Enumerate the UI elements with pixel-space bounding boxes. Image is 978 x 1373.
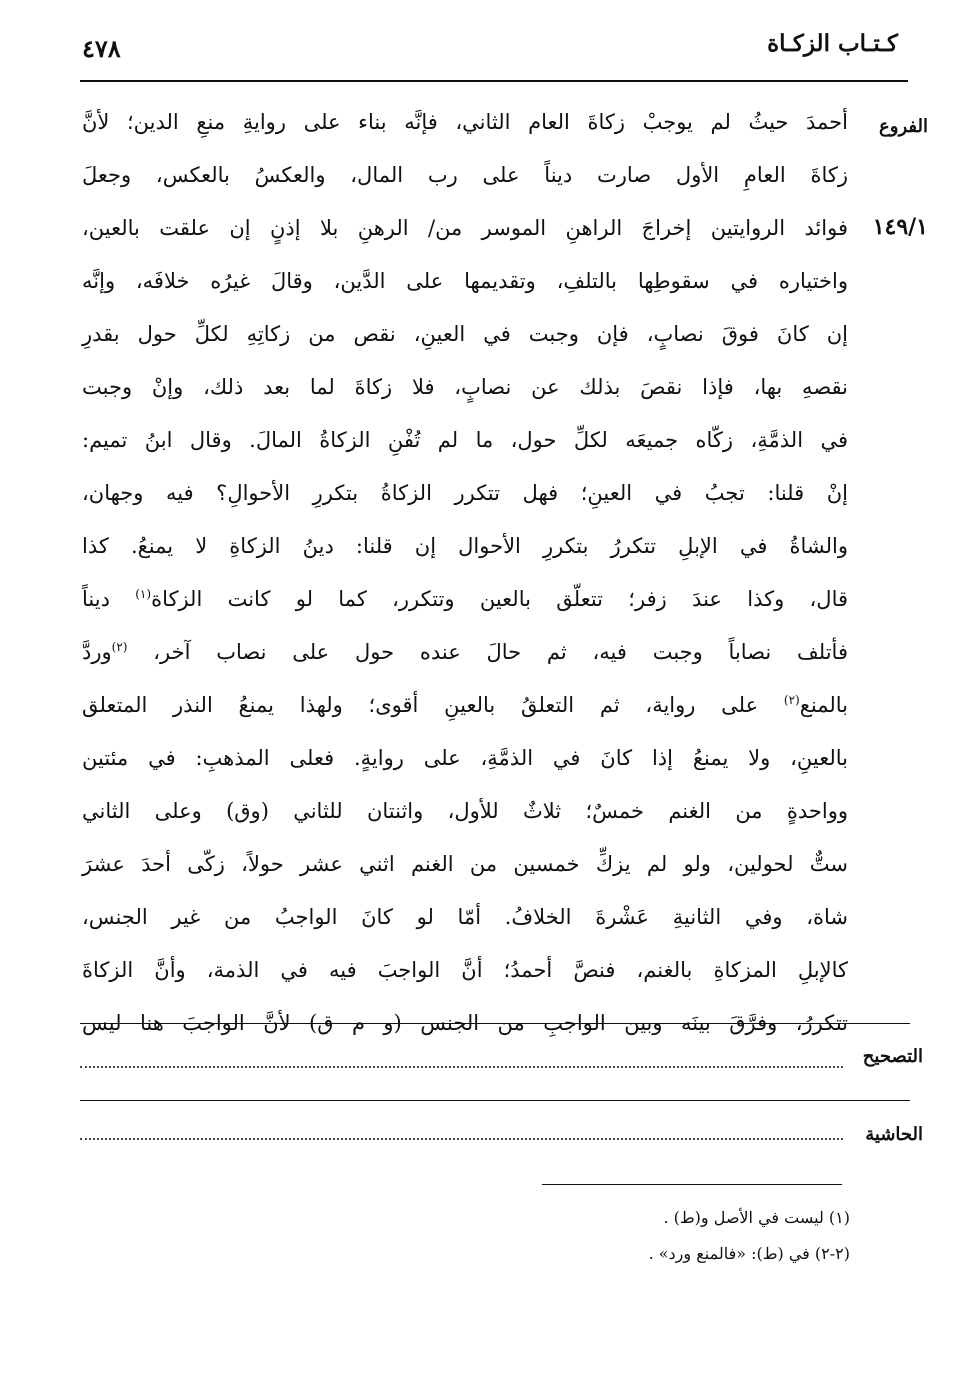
correction-label: التصحيح	[862, 1046, 923, 1067]
text-line: وواحدةٍ من الغنم خمسٌ؛ ثلاثٌ للأول، واثنتان للثاني (وق) وعلى الثاني	[82, 799, 848, 823]
footnote-marker: (٢)	[111, 640, 128, 654]
divider-line	[80, 1100, 910, 1101]
margin-note-label: الحاشية	[865, 1124, 923, 1145]
margin-volume-page-ref: ١٤٩/١	[872, 214, 928, 240]
text-line: أحمدَ حيثُ لم يوجبْ زكاةَ العام الثاني، فإنَّه بناء على روايةِ منعِ الدين؛ لأنَّ	[82, 110, 848, 134]
running-header-title: كـتـاب الزكـاة	[767, 30, 898, 57]
correction-dotted-line	[80, 1066, 843, 1068]
text-line: في الذمَّةِ، زكّاه جميعَه لكلِّ حول، ما لم تُفْنِ الزكاةُ المالَ. وقال ابنُ تميم:	[82, 428, 848, 452]
page-number: ٤٧٨	[82, 34, 121, 63]
text-line: قال، وكذا عندَ زفر؛ تتعلّق بالعين وتتكرر، كما لو كانت الزكاة$^{(١)}$ ديناً	[82, 587, 849, 611]
text-line: تتكررُ، وفرَّقَ بينَه وبين الواجبِ من الجنس (و م ق) لأنَّ الواجبَ هنا ليس	[82, 1011, 848, 1035]
text-line: إن كانَ فوقَ نصابٍ، فإن وجبت في العينِ، نقص من زكاتِهِ لكلِّ حول بقدرِ	[82, 322, 848, 346]
text-line: كالإبلِ المزكاةِ بالغنم، فنصَّ أحمدُ؛ أنَّ الواجبَ فيه في الذمة، وأنَّ الزكاةَ	[82, 958, 848, 982]
text-line: بالعينِ، ولا يمنعُ إذا كانَ في الذمَّةِ، على روايةٍ. فعلى المذهبِ: في مئتين	[82, 746, 848, 770]
margin-section-label: الفروع	[879, 116, 928, 137]
text-line: بالمنع$^{(٢)}$ على رواية، ثم التعلقُ بالعينِ أقوى؛ ولهذا يمنعُ النذر المتعلق	[82, 693, 848, 717]
footnote-marker: (١)	[135, 587, 152, 601]
text-line: والشاةُ في الإبلِ تتكررُ بتكررِ الأحوال إن قلنا: دينُ الزكاةِ لا يمنعُ. كذا	[82, 534, 848, 558]
text-line: زكاةَ العامِ الأول صارت ديناً على رب المال، والعكسُ بالعكس، وجعلَ	[82, 163, 848, 187]
footnote-divider	[542, 1184, 842, 1185]
text-line: شاة، وفي الثانيةِ عَشْرةَ الخلافُ. أمّا لو كانَ الواجبُ من غير الجنس،	[82, 905, 848, 929]
footnote: (١) ليست في الأصل و(ط) .	[663, 1208, 850, 1227]
text-line: فوائد الروايتين إخراجَ الراهنِ الموسر من/ الرهنِ بلا إذنٍ إن علقت بالعين،	[82, 216, 848, 240]
footnote: (٢-٢) في (ط): «فالمنع ورد» .	[648, 1244, 850, 1263]
margin-note-dotted-line	[80, 1138, 843, 1140]
header-divider	[80, 80, 908, 82]
text-line: إنْ قلنا: تجبُ في العينِ؛ فهل تتكرر الزكاةُ بتكررِ الأحوالِ؟ فيه وجهان،	[82, 481, 848, 505]
main-text-body	[82, 96, 848, 1050]
text-line: ستٌّ لحولين، ولو لم يزكِّ خمسين من الغنم اثني عشر حولاً، زكّى أحدَ عشرَ	[82, 852, 848, 876]
text-line: واختياره في سقوطِها بالتلفِ، وتقديمها على الدَّين، وقالَ غيرُه خلافَه، وإنَّه	[82, 269, 848, 293]
text-line: فأتلف نصاباً وجبت فيه، ثم حالَ عنده حول على نصاب آخر، $^{(٢)}$وردَّ	[82, 640, 848, 664]
footnotes	[649, 1200, 850, 1272]
text-line: نقصهِ بها، فإذا نقصَ بذلك عن نصابٍ، فلا زكاةَ لما بعد ذلك، وإنْ وجبت	[82, 375, 848, 399]
divider-line	[80, 1023, 910, 1024]
footnote-marker: (٢)	[783, 693, 800, 707]
